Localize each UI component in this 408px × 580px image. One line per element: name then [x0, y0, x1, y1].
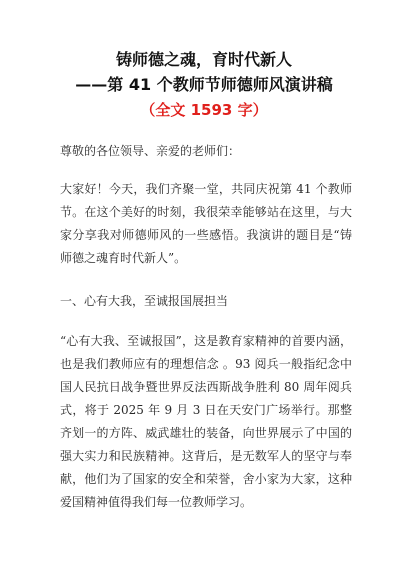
word-count-note: （全文 1593 字）	[140, 101, 268, 119]
opening-paragraph: 大家好！今天，我们齐聚一堂，共同庆祝第 41 个教师节。在这个美好的时刻，我很荣幸能够站在这里，与大家分享我对师德师风的一些感悟。我演讲的题目是“铸师德之魂育时代新人”。	[60, 182, 352, 265]
section-heading: 一、心有大我，至诚报国展担当	[60, 294, 229, 308]
body-paragraph: “心有大我、至诚报国”，这是教育家精神的首要内涵，也是我们教师应有的理想信念 。93 阅兵一般指纪念中国人民抗日战争暨世界反法西斯战争胜利 80 周年阅兵式，将于 2025 年 9 月 3 日在天安门广场举行。那整齐划一的方阵、威武雄壮的装备，向世界展示了中国的强大实力和民族精神。这背后，是无数军人的坚守与奉献，他们为了国家的安全和荣誉，舍小家为大家，这种爱国精神值得我们每一位教师学习。	[60, 334, 352, 509]
document-title: 铸师德之魂，育时代新人	[115, 50, 292, 69]
document-subtitle: ——第 41 个教师节师德师风演讲稿	[75, 75, 333, 94]
greeting-paragraph: 尊敬的各位领导、亲爱的老师们：	[60, 144, 241, 158]
